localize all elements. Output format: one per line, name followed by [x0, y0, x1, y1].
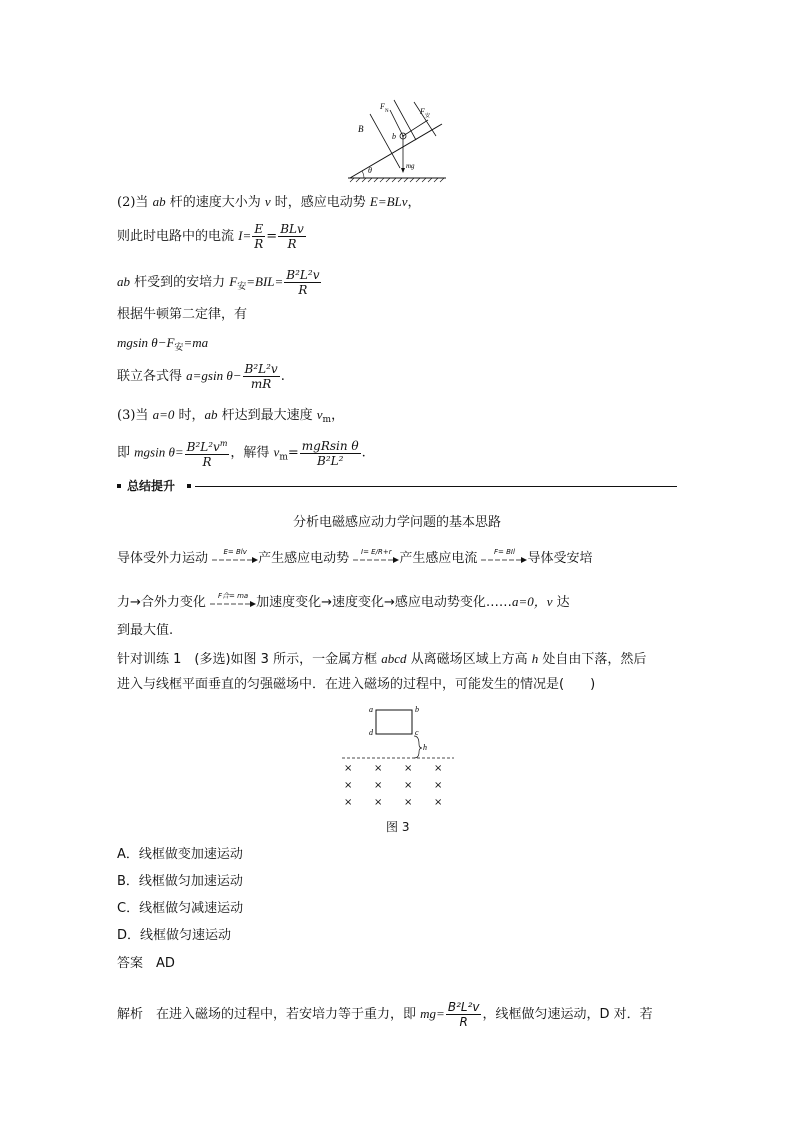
flow-line2: 力→合外力变化 F合= ma 加速度变化→速度变化→感应电动势变化……a=0，v 达	[117, 591, 570, 610]
mg-label: mg	[406, 162, 415, 170]
cross: ×	[404, 763, 413, 774]
analysis-line: 解析 在进入磁场的过程中，若安培力等于重力，即 mg= $\frac{\text{B²L²v}}{R}$ ，线框做匀速运动，D 对．若	[117, 1000, 653, 1029]
part3-line2: 即 mgsin θ= $\frac{B^2L^2v^m}{R}$ ，解得 $v_m=$ $\frac{\text{mgRsin θ}}{\text{B²L²}}$ .	[117, 438, 366, 469]
exercise-line2: 进入与线框平面垂直的匀强磁场中．在进入磁场的过程中，可能发生的情况是( )	[117, 677, 596, 692]
fan-sub-label: 安	[425, 113, 431, 119]
answer-line	[117, 955, 175, 973]
summary-header-text: 总结提升	[127, 479, 176, 493]
flow-arrow-1: E= Blv	[212, 553, 258, 565]
part2-line5: mgsin $\theta-F_安=ma$	[117, 335, 209, 353]
fn-label: F	[380, 102, 385, 111]
analysis-label: 解析	[117, 1007, 144, 1022]
corner-c: c	[415, 728, 419, 737]
summary-header	[117, 478, 677, 494]
corner-d: d	[369, 728, 373, 737]
header-square-left	[117, 484, 121, 488]
header-rule	[195, 486, 677, 487]
corner-b: b	[415, 705, 419, 714]
height-h: h	[423, 743, 427, 752]
flow-line1: 导体受外力运动 E= Blv 产生感应电动势 I= E/R+r 产生感应电流 F= BIl 导体受安培	[117, 547, 593, 566]
cross: ×	[344, 780, 353, 791]
part2-line3: ab 杆受到的安培力 $F_安=BIL=$ $\frac{\text{B²L²v}}{R}$	[117, 268, 320, 297]
answer-label: 答案	[117, 956, 144, 971]
option-d: D．线框做匀速运动	[117, 928, 232, 943]
fn-sub-label: N	[385, 109, 389, 114]
cross: ×	[344, 797, 353, 808]
cross: ×	[404, 797, 413, 808]
theta-label: θ	[368, 166, 372, 175]
summary-title: 分析电磁感应动力学问题的基本思路	[292, 515, 501, 530]
rod-b-label: b	[392, 132, 396, 141]
cross: ×	[404, 780, 413, 791]
part3-line1: (3)当 a=0 时，ab 杆达到最大速度 $v_m$，	[117, 407, 345, 425]
flow-arrow-2: I= E/R+r	[353, 553, 399, 565]
part2-line4: 根据牛顿第二定律，有	[117, 307, 248, 322]
cross: ×	[434, 797, 443, 808]
flow-arrow-3: F= BIl	[481, 553, 527, 565]
header-square-right	[187, 484, 191, 488]
part2-line1: (2)当 ab 杆的速度大小为 v 时，感应电动势 E=BLv，	[117, 194, 421, 210]
figure3-magnetic-field	[340, 700, 460, 812]
option-b: B．线框做匀加速运动	[117, 874, 243, 889]
fan-label: F	[420, 107, 425, 116]
cross: ×	[434, 763, 443, 774]
cross: ×	[374, 797, 383, 808]
cross: ×	[434, 780, 443, 791]
option-a: A．线框做变加速运动	[117, 847, 243, 862]
cross: ×	[374, 763, 383, 774]
cross: ×	[344, 763, 353, 774]
flow-arrow-4: F合= ma	[210, 597, 256, 609]
exercise-line1: 针对训练 1 (多选)如图 3 所示，一金属方框 abcd 从离磁场区域上方高 h 处自由下落，然后	[117, 651, 647, 667]
part2-line6: 联立各式得 a=gsin θ− $\frac{\text{B²L²v}}{mR}$ .	[117, 362, 285, 391]
corner-a: a	[369, 705, 373, 714]
figure3-caption: 图 3	[386, 820, 410, 834]
part2-line2: 则此时电路中的电流 I= $\frac{E}{R}$ = $\frac{\text{BLv}}{R}$	[117, 222, 304, 251]
answer-value: AD	[156, 956, 175, 971]
option-c: C．线框做匀减速运动	[117, 901, 244, 916]
flow-line3: 到最大值.	[117, 623, 174, 638]
b-field-label: B	[358, 124, 364, 134]
incline-force-diagram	[340, 96, 450, 184]
cross: ×	[374, 780, 383, 791]
